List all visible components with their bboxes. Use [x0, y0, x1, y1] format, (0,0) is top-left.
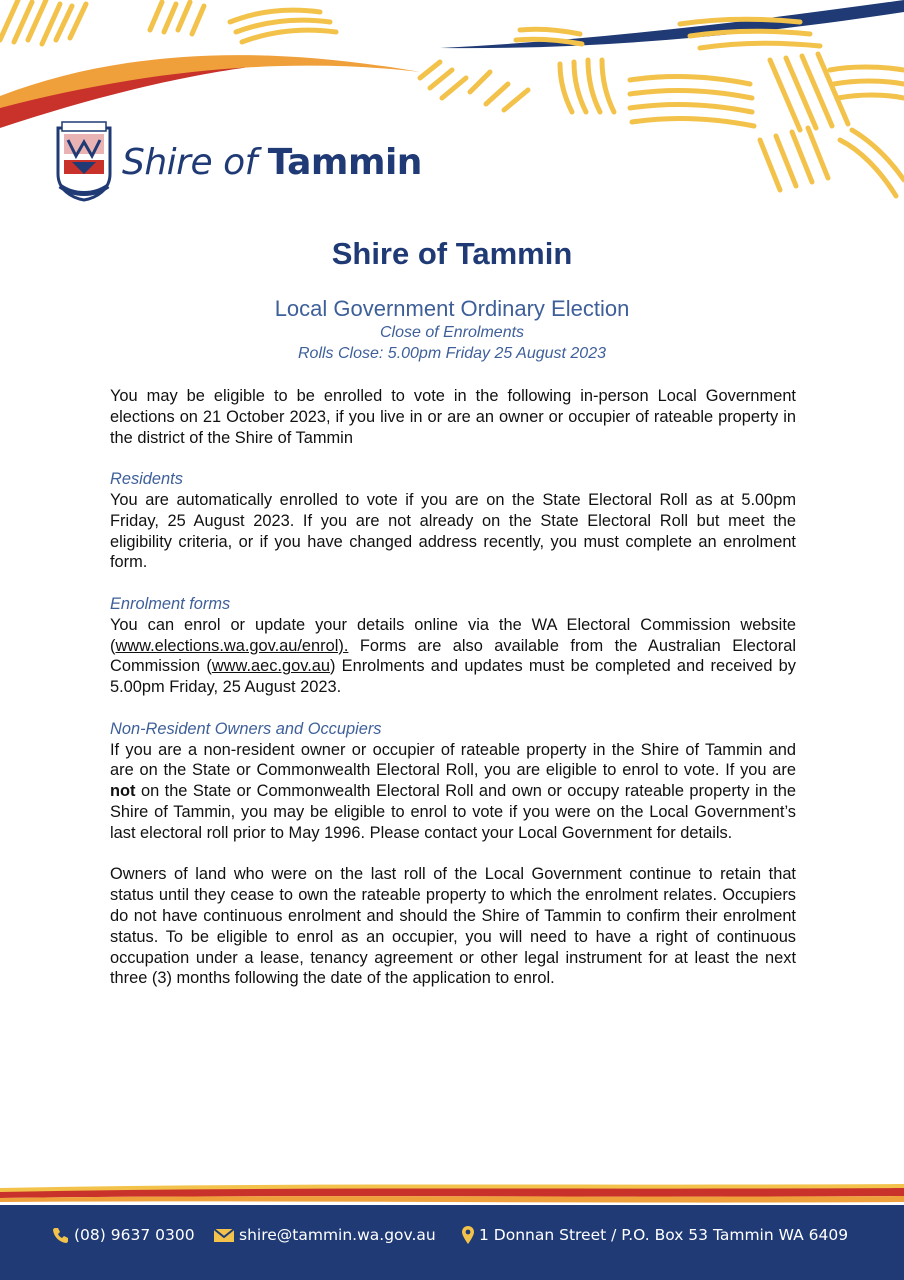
enrolment-forms-heading: Enrolment forms — [110, 594, 231, 613]
owners-paragraph: Owners of land who were on the last roll of the Local Government continue to retain that status until they cease to own the rateable property to which the enrolment relates. Occupiers do not have continuous enrolment and should the Shire of Tammin to confirm their enrolment status. To be eligible to enrol as an occupier, you will need to have a right of continuous occupation under a lease, tenancy agreement or other legal instrument for at least the next three (3) months following the date of the application to enrol. — [110, 865, 796, 988]
intro-paragraph: You may be eligible to be enrolled to vote in the following in-person Local Government elections on 21 October 2023, if you live in or are an owner or occupier of rateable property in the district of the Shire of Tammin — [110, 387, 796, 447]
phone-icon — [52, 1226, 70, 1244]
page-title: Shire of Tammin — [331, 236, 573, 271]
aec-link[interactable]: www.aec.gov.au — [211, 657, 330, 676]
footer-email[interactable] — [213, 1223, 436, 1247]
non-resident-text-1: If you are a non-resident owner or occupier of rateable property in the Shire of Tammin and are on the State or Commonwealth Electoral Roll, you are eligible to enrol to vote. If you are — [110, 740, 796, 780]
enrolment-text-2: Forms are also available from the Australian Electoral Commission ( — [110, 636, 796, 676]
postal-address: 1 Donnan Street / P.O. Box 53 Tammin WA 6409 — [479, 1226, 849, 1244]
notice-body — [110, 386, 796, 989]
residents-paragraph: You are automatically enrolled to vote if you are on the State Electoral Roll as at 5.00pm Friday, 25 August 2023. If you are not already on the State Electoral Roll but meet the eligibility criteria, or if you have changed address recently, you must complete an enrolment form. — [110, 490, 796, 572]
email-address: shire@tammin.wa.gov.au — [239, 1226, 436, 1244]
logo-wordmark — [122, 142, 422, 183]
map-pin-icon — [461, 1225, 475, 1245]
residents-heading: Residents — [110, 470, 183, 489]
phone-number: (08) 9637 0300 — [74, 1226, 195, 1244]
enrolments-subtitle: Close of Enrolments — [379, 324, 525, 341]
enrolment-paragraph — [110, 615, 796, 698]
non-resident-heading: Non-Resident Owners and Occupiers — [110, 719, 382, 738]
enrolment-text-1: You can enrol or update your details online via the WA Electoral Commission website ( — [110, 615, 796, 655]
rolls-close-subtitle: Rolls Close: 5.00pm Friday 25 August 2023 — [297, 345, 606, 362]
enrolment-text-3: ) Enrolments and updates must be completed and received by 5.00pm Friday, 25 August 2023. — [110, 657, 796, 697]
non-resident-text-2: on the State or Commonwealth Electoral Roll and own or occupy rateable property in the Shire of Tammin, you may be eligible to enrol to vote if you were on the Local Government’s last electoral roll prior to May 1996. Please contact your Local Government for details. — [110, 782, 796, 842]
logo-text-bold: Tammin — [267, 142, 422, 183]
shire-logo — [54, 120, 422, 205]
non-resident-paragraph — [110, 740, 796, 844]
shire-crest-icon — [54, 120, 114, 202]
non-resident-bold: not — [110, 782, 136, 801]
envelope-icon — [213, 1227, 235, 1243]
footer-address — [461, 1223, 848, 1247]
elections-wa-link[interactable]: www.elections.wa.gov.au/enrol). — [115, 636, 349, 655]
logo-text-italic: Shire of — [122, 142, 257, 183]
election-subtitle: Local Government Ordinary Election — [274, 296, 630, 321]
footer-phone[interactable] — [52, 1223, 195, 1247]
